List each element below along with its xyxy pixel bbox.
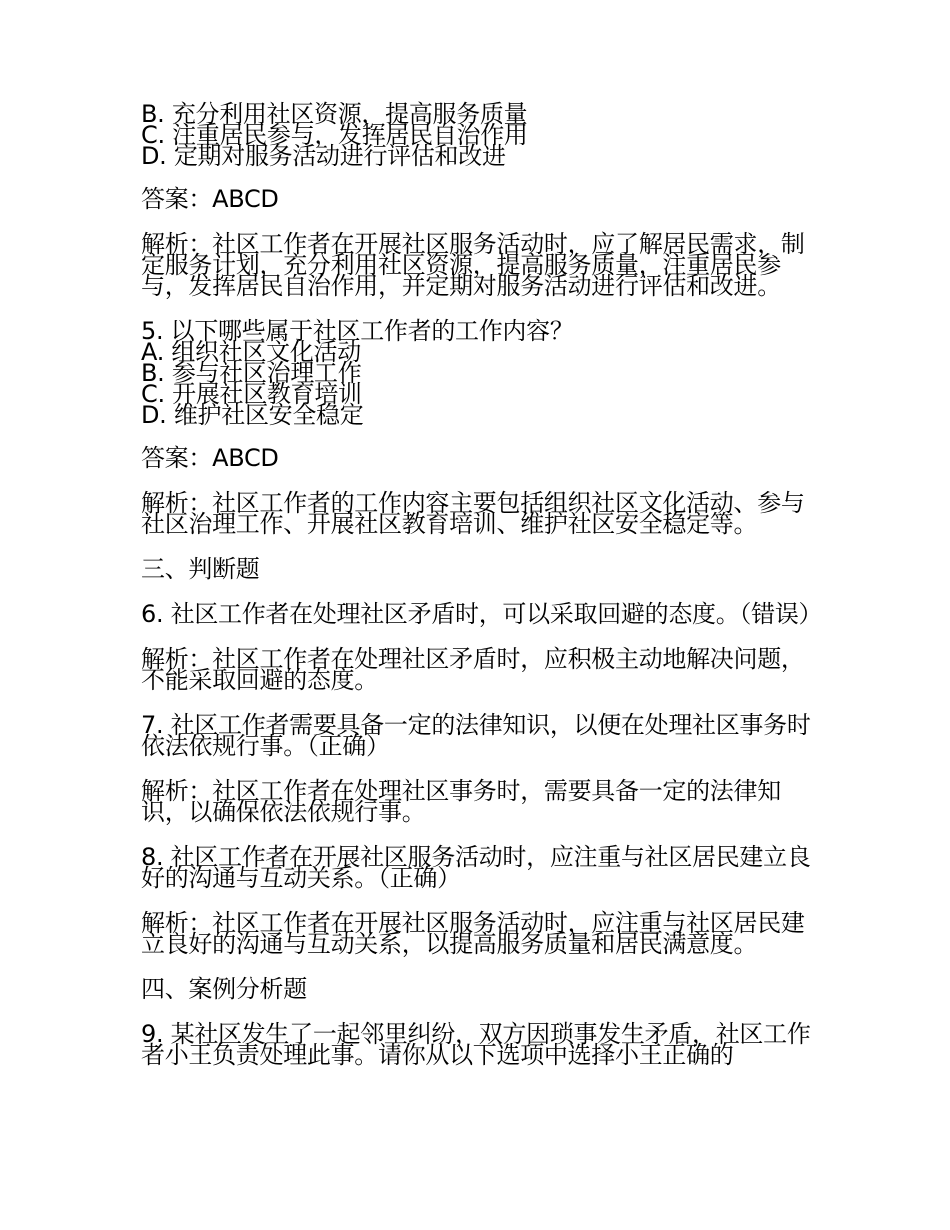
q6-question-text: 6. 社区工作者在处理社区矛盾时，可以采取回避的态度。（错误） (141, 600, 823, 628)
q8-question-text: 8. 社区工作者在开展社区服务活动时，应注重与社区居民建立良好的沟通与互动关系。（正确） (141, 843, 811, 892)
q5-analysis (141, 489, 813, 538)
q6-question (141, 600, 823, 628)
q6-analysis (141, 645, 813, 694)
q5-option-c: C. 开展社区教育培训 (141, 380, 362, 408)
q5-answer: 答案：ABCD (141, 444, 279, 472)
section-title-judgement: 三、判断题 (141, 555, 260, 583)
q4-option-b: B. 充分利用社区资源，提高服务质量 (141, 100, 528, 128)
q7-analysis-text: 解析：社区工作者在处理社区事务时，需要具备一定的法律知识，以确保依法依规行事。 (141, 777, 781, 826)
q4-option-d: D. 定期对服务活动进行评估和改进 (141, 142, 506, 170)
q5-option-a: A. 组织社区文化活动 (141, 338, 361, 366)
q5-option-b: B. 参与社区治理工作 (141, 359, 362, 387)
q5-question: 5. 以下哪些属于社区工作者的工作内容？ (141, 317, 574, 345)
q4-analysis (141, 230, 813, 300)
q8-analysis (141, 909, 813, 958)
q9-question (141, 1020, 813, 1069)
q9-question-text: 9. 某社区发生了一起邻里纠纷，双方因琐事发生矛盾，社区工作者小王负责处理此事。请你从以下选项中选择小王正确的 (141, 1020, 811, 1069)
q5-option-d: D. 维护社区安全稳定 (141, 401, 364, 429)
q8-question (141, 843, 813, 892)
q4-options (141, 100, 813, 170)
q5-analysis-text: 解析：社区工作者的工作内容主要包括组织社区文化活动、参与社区治理工作、开展社区教育培训、维护社区安全稳定等。 (141, 489, 805, 538)
q4-analysis-text: 解析：社区工作者在开展社区服务活动时，应了解居民需求，制定服务计划，充分利用社区资源，提高服务质量，注重居民参与，发挥居民自治作用，并定期对服务活动进行评估和改进。 (141, 230, 805, 300)
q6-analysis-text: 解析：社区工作者在处理社区矛盾时，应积极主动地解决问题，不能采取回避的态度。 (141, 645, 805, 694)
q5-block (141, 317, 813, 429)
document-page (141, 100, 823, 1090)
section-title-case-analysis: 四、案例分析题 (141, 975, 307, 1003)
q7-question (141, 711, 813, 760)
q4-option-c: C. 注重居民参与，发挥居民自治作用 (141, 121, 528, 149)
q7-analysis (141, 777, 813, 826)
q8-analysis-text: 解析：社区工作者在开展社区服务活动时，应注重与社区居民建立良好的沟通与互动关系，以提高服务质量和居民满意度。 (141, 909, 805, 958)
q4-answer: 答案：ABCD (141, 185, 279, 213)
q7-question-text: 7. 社区工作者需要具备一定的法律知识，以便在处理社区事务时依法依规行事。（正确） (141, 711, 811, 760)
